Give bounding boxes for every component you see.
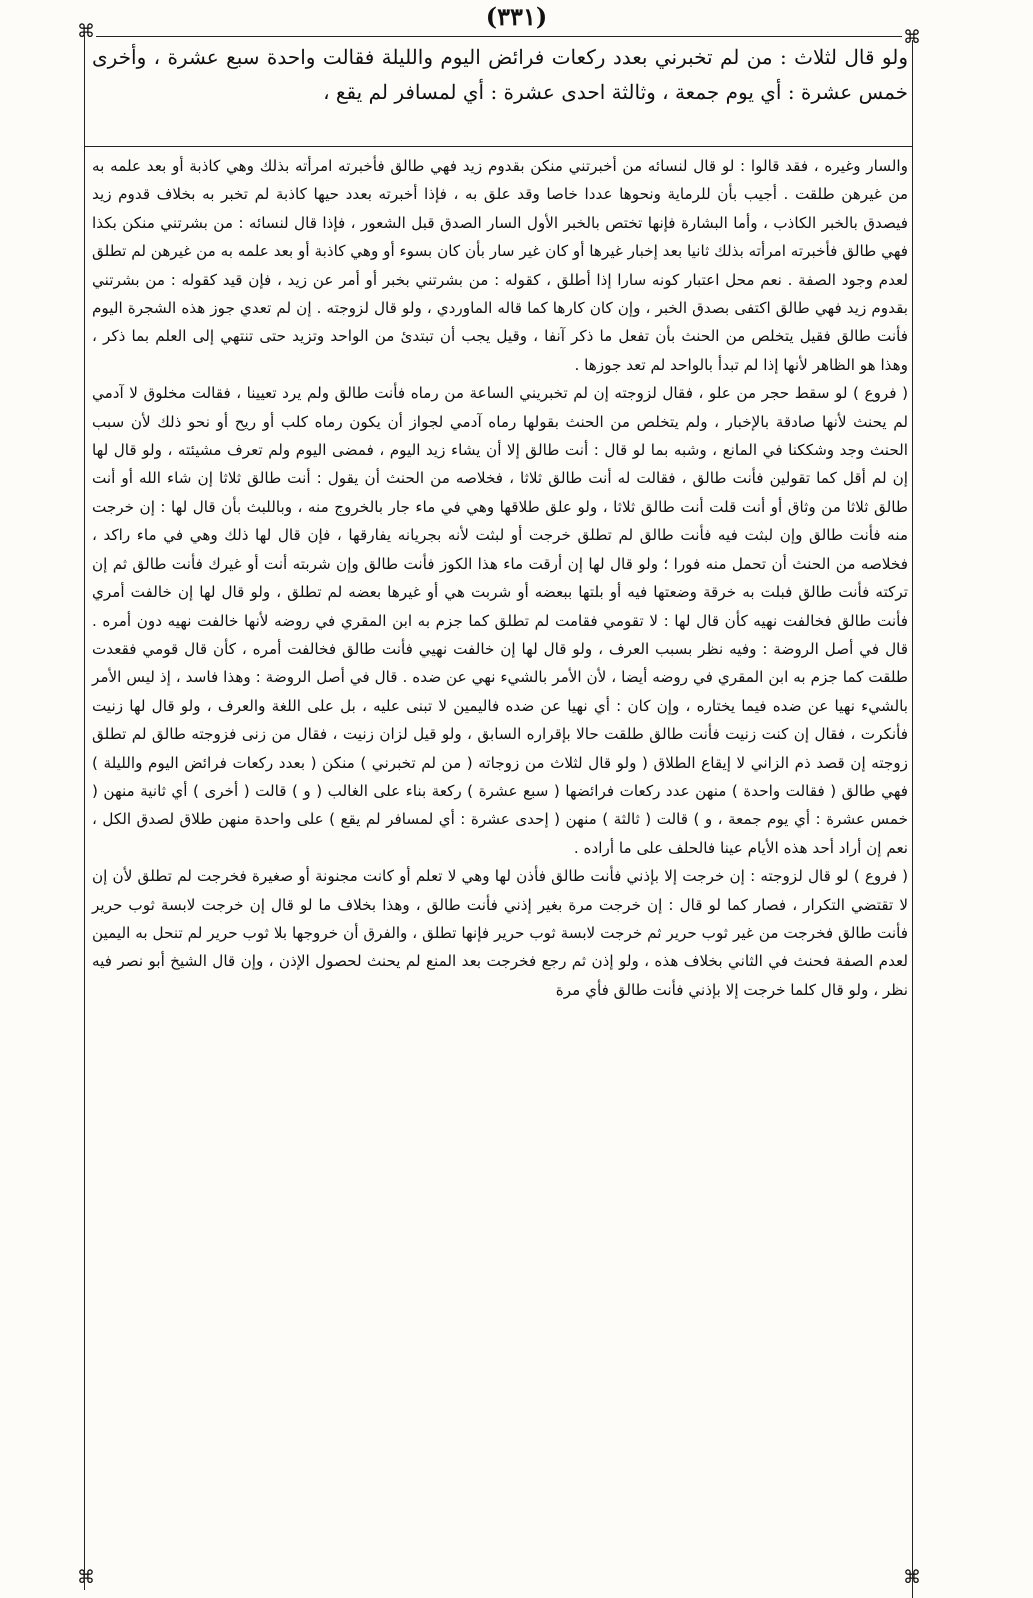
corner-ornament-icon: ⌘	[903, 1567, 921, 1588]
sharh-commentary	[92, 152, 908, 1004]
frame-right-rule	[912, 40, 913, 1598]
matn-text: ولو قال لثلاث : من لم تخبرني بعدد ركعات فرائض اليوم والليلة فقالت واحدة سبع عشرة ، وأخرى خمس عشرة : أي يوم جمعة ، وثالثة احدى عشرة : أي لمسافر لم يقع ،	[92, 45, 908, 104]
matn-divider-rule	[84, 146, 912, 147]
sharh-paragraph: والسار وغيره ، فقد قالوا : لو قال لنسائه من أخبرتني منكن بقدوم زيد فهي طالق فأخبرته امرأته بذلك وهي كاذبة أو بعد علمه به من غيرهن طلقت . أجيب بأن للرماية ونحوها عددا خاصا وقد علق به ، فإذا أخبرته بعدد حيها كاذبة لم تخبر به بخلاف قدوم زيد فيصدق بالخبر الكاذب ، وأما البشارة فإنها تختص بالخبر الأول السار الصدق قبل الشعور ، فإذا قال لنسائه : من بشرتني منكن بكذا فهي طالق فأخبرته امرأته بذلك ثانيا بعد إخبار غيرها أو كان غير سار بأن كان بسوء أو وهي كاذبة أو بعد علمه به من غيرهن لم تطلق لعدم وجود الصفة . نعم محل اعتبار كونه سارا إذا أطلق ، كقوله : من بشرتني بخبر أو أمر عن زيد ، فإن قيد كقوله : من بشرتني بقدوم زيد فهي طالق اكتفى بصدق الخبر ، وإن كان كارها كما قاله الماوردي ، ولو قال لزوجته . إن لم تعدي جوز هذه الشجرة اليوم فأنت طالق فقيل يتخلص من الحنث بأن تفعل ما ذكر آنفا ، وقيل يجب أن تبتدئ من الواحد وتزيد حتى تنتهي إلى العلم بما ذكر ، وهذا هو الظاهر لأنها إذا لم تبدأ بالواحد لم تعد جوزها .	[92, 157, 908, 374]
frame-top-rule	[96, 36, 902, 37]
corner-ornament-icon: ⌘	[903, 27, 921, 48]
sharh-paragraph: ( فروع ) لو قال لزوجته : إن خرجت إلا بإذني فأنت طالق فأذن لها وهي لا تعلم أو كانت مجنونة أو صغيرة فخرجت لم تطلق لأن إن لا تقتضي التكرار ، فصار كما لو قال : إن خرجت مرة بغير إذني فأنت طالق ، وهذا بخلاف ما لو قال إن خرجت لابسة ثوب حرير فأنت طالق فخرجت من غير ثوب حرير ثم خرجت لابسة ثوب حرير فإنها تطلق ، والفرق أن خروجها بلا ثوب حرير لم تنحل به اليمين لعدم الصفة فحنث في الثاني بخلاف هذه ، ولو إذن ثم رجع فخرجت بعد المنع لم يحنث لحصول الإذن ، وإن قال الشيخ أبو نصر فيه نظر ، ولو قال كلما خرجت إلا بإذني فأنت طالق فأي مرة	[92, 867, 908, 999]
frame-left-rule	[84, 32, 85, 1590]
corner-ornament-icon: ⌘	[77, 1567, 95, 1588]
sharh-paragraph: ( فروع ) لو سقط حجر من علو ، فقال لزوجته إن لم تخبريني الساعة من رماه فأنت طالق ولم يرد تعيينا ، فقالت مخلوق لا آدمي لم يحنث لأنها صادقة بالإخبار ، ولم يتخلص من الحنث بقولها رماه آدمي لجواز أن يكون رماه كلب أو ريح أو نحو ذلك لأن سبب الحنث وجد وشككنا في المانع ، وشبه بما لو قال : أنت طالق إلا أن يشاء زيد اليوم ، فمضى اليوم ولم تعرف مشيئته ، ولو قال لها إن لم أقل كما تقولين فأنت طالق ، فقالت له أنت طالق ثلاثا ، فخلاصه من الحنث أن يقول : أنت طالق ثلاثا إن شاء الله أو أنت طالق ثلاثا من وثاق أو أنت قلت أنت طالق ثلاثا ، ولو علق طلاقها وهي في ماء جار بالخروج منه ، وباللبث بأن قال لها : إن خرجت منه فأنت طالق وإن لبثت فيه فأنت طالق لم تطلق خرجت أو لبثت لأنه بجريانه يفارقها ، فإن قال لها ذلك وهي في ماء راكد ، فخلاصه من الحنث أن تحمل منه فورا ؛ ولو قال لها إن أرقت ماء هذا الكوز فأنت طالق وإن شربته أنت أو غيرك فأنت طالق ثم إن تركته فأنت طالق فبلت به خرقة وضعتها فيه أو بلتها ببعضه أو شربت هي أو غيرها بعضه لم تطلق ، ولو قال لها إن خالفت أمري فأنت طالق فخالفت نهيه كأن قال لها : لا تقومي فقامت لم تطلق كما جزم به ابن المقري في روضه لأنها خالفت نهيه دون أمره . قال في أصل الروضة : وفيه نظر بسبب العرف ، ولو قال لها إن خالفت نهيي فأنت طالق فخالفت أمره ، كأن قال قومي فقعدت طلقت كما جزم به ابن المقري في روضه أيضا ، لأن الأمر بالشيء نهي عن ضده . قال في أصل الروضة : وهذا فاسد ، إذ ليس الأمر بالشيء نهيا عن ضده فيما يختاره ، وإن كان : أي نهيا عن ضده فاليمين لا تبنى عليه ، بل على اللغة والعرف ، ولو قال لها زنيت فأنكرت ، فقال إن كنت زنيت فأنت طالق طلقت حالا بإقراره السابق ، ولو قيل لزان زنيت ، فقال من زنى فزوجته طالق لم تطلق زوجته إن قصد ذم الزاني لا إيقاع الطلاق ( ولو قال لثلاث من زوجاته ( من لم تخبرني ) منكن ( بعدد ركعات فرائض اليوم والليلة ) فهي طالق ( فقالت واحدة ) منهن عدد ركعات فرائضها ( سبع عشرة ) ركعة بناء على الغالب ( و ) قالت ( أخرى ) أي ثانية منهن ( خمس عشرة : أي يوم جمعة ، و ) قالت ( ثالثة ) منهن ( إحدى عشرة : أي لمسافر لم يقع ) على واحدة منهن طلاق لصدق الكل ، نعم إن أراد أحد هذه الأيام عينا فالحلف على ما أراده .	[92, 384, 908, 857]
page-number: (٣٣١)	[485, 2, 548, 31]
corner-ornament-icon: ⌘	[77, 21, 95, 42]
